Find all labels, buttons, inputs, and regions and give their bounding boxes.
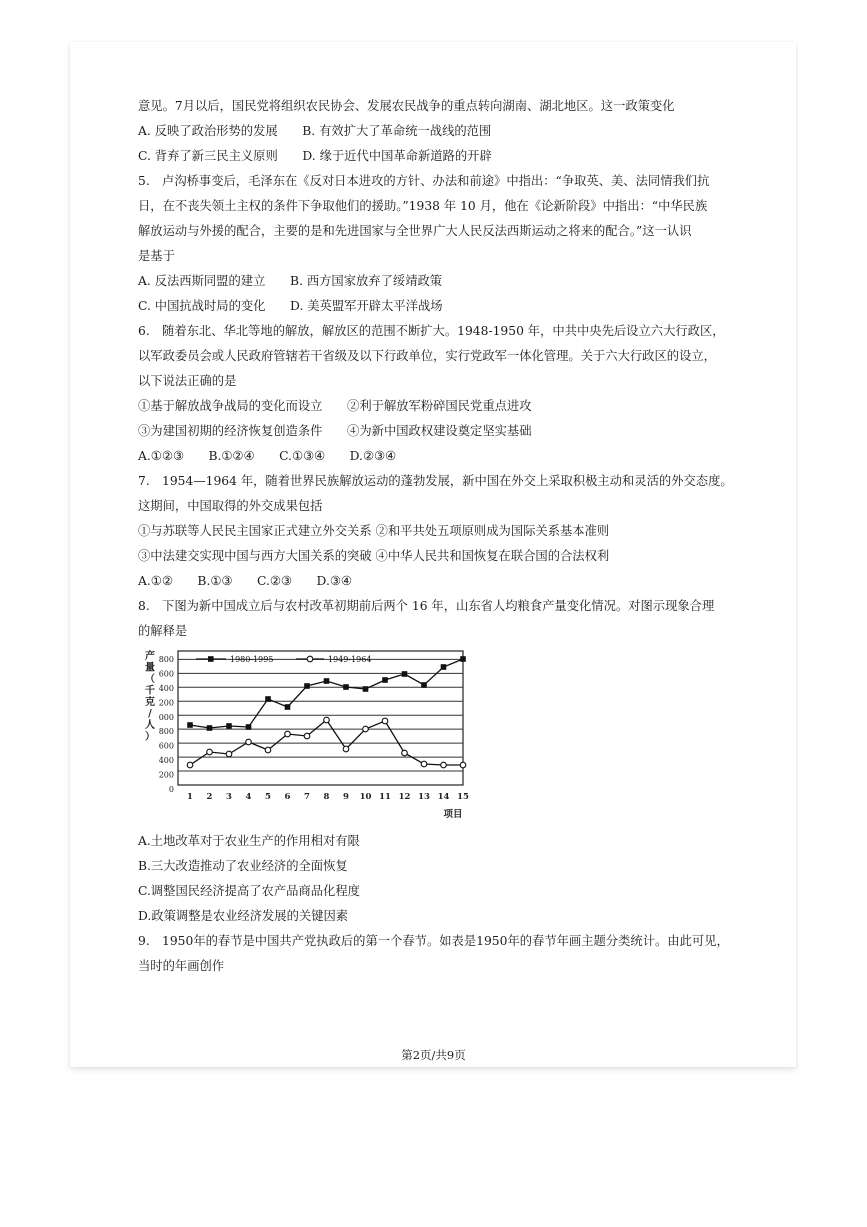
data-point: [460, 762, 466, 768]
x-tick-label: 3: [226, 792, 232, 802]
text-line: A. 反映了政治形势的发展 B. 有效扩大了革命统一战线的范围: [138, 124, 492, 138]
y-axis-label: 人: [145, 720, 155, 731]
legend-label: 1949-1964: [328, 655, 372, 664]
text-line: ③为建国初期的经济恢复创造条件 ④为新中国政权建设奠定坚实基础: [138, 424, 532, 438]
data-point: [207, 725, 213, 731]
data-point: [421, 761, 427, 767]
data-point: [460, 656, 466, 662]
text-line: ③中法建交实现中国与西方大国关系的突破 ④中华人民共和国恢复在联合国的合法权利: [138, 549, 610, 563]
legend-marker: [307, 656, 313, 662]
data-point: [226, 751, 232, 757]
data-point: [207, 749, 213, 755]
text-line: C. 中国抗战时局的变化 D. 美英盟军开辟太平洋战场: [138, 299, 443, 313]
y-tick-label: 400: [158, 683, 174, 693]
x-tick-label: 10: [359, 792, 372, 802]
data-point: [324, 678, 330, 684]
page-number: 第2页/共9页: [401, 1048, 466, 1062]
data-point: [363, 726, 369, 732]
x-tick-label: 4: [245, 792, 252, 802]
data-point: [363, 686, 369, 692]
text-line: 是基于: [138, 249, 175, 263]
data-point: [441, 762, 447, 768]
data-point: [402, 671, 408, 677]
x-tick-label: 8: [323, 792, 330, 802]
data-point: [265, 747, 271, 753]
legend-marker: [208, 656, 214, 662]
y-tick-label: 200: [158, 770, 174, 780]
data-point: [304, 683, 310, 689]
data-point: [421, 682, 427, 688]
data-point: [304, 733, 310, 739]
data-point: [343, 684, 349, 690]
text-line: 的解释是: [138, 624, 188, 638]
y-axis-label: 千: [145, 685, 155, 697]
y-tick-label: 600: [158, 669, 174, 679]
text-line: 这期间，中国取得的外交成果包括: [138, 499, 323, 513]
answer-option: A.土地改革对于农业生产的作用相对有限: [138, 834, 360, 848]
answer-option: C.调整国民经济提高了农产品商品化程度: [138, 884, 360, 898]
x-tick-label: 13: [418, 792, 430, 802]
y-tick-label: 200: [158, 698, 174, 708]
chart-svg: [138, 645, 478, 825]
x-tick-label: 14: [437, 792, 450, 802]
data-point: [343, 746, 349, 752]
data-point: [285, 731, 291, 737]
text-line: C. 背弃了新三民主义原则 D. 缘于近代中国革命新道路的开辟: [138, 149, 492, 163]
text-line: 6. 随着东北、华北等地的解放，解放区的范围不断扩大。1948-1950 年，中共中央先后设立六大行政区，: [138, 324, 725, 338]
y-tick-label: 800: [158, 655, 174, 664]
answer-option: D.政策调整是农业经济发展的关键因素: [138, 909, 349, 923]
y-tick-label: 400: [158, 756, 174, 766]
grain-output-chart: [138, 645, 478, 829]
y-tick-label: 000: [158, 712, 174, 722]
y-tick-label: 800: [158, 727, 174, 737]
text-line: 9. 1950年的春节是中国共产党执政后的第一个春节。如表是1950年的春节年画主题分类统计。由此可见，: [138, 934, 729, 948]
text-line: A.①②③ B.①②④ C.①③④ D.②③④: [138, 449, 397, 463]
data-point: [226, 723, 232, 729]
data-point: [265, 696, 271, 702]
data-point: [285, 704, 291, 710]
data-point: [187, 722, 193, 728]
data-point: [246, 739, 252, 745]
x-tick-label: 1: [187, 792, 193, 802]
text-line: 5. 卢沟桥事变后，毛泽东在《反对日本进攻的方针、办法和前途》中指出：“争取英、美、法同情我们抗: [138, 174, 710, 188]
text-line: 以下说法正确的是: [138, 374, 237, 388]
x-tick-label: 15: [457, 792, 469, 802]
y-axis-label: 克: [145, 697, 155, 708]
x-tick-label: 9: [343, 792, 349, 802]
answer-option: B.三大改造推动了农业经济的全面恢复: [138, 859, 348, 873]
y-axis-label: （: [145, 674, 155, 685]
x-tick-label: 6: [284, 792, 291, 802]
text-line: A.①② B.①③ C.②③ D.③④: [138, 574, 352, 588]
data-point: [324, 717, 330, 723]
text-line: ①基于解放战争战局的变化而设立 ②利于解放军粉碎国民党重点进攻: [138, 399, 532, 413]
data-point: [441, 664, 447, 670]
text-line: 8. 下图为新中国成立后与农村改革初期前后两个 16 年，山东省人均粮食产量变化情况。对图示现象合理: [138, 599, 715, 613]
text-line: 解放运动与外援的配合，主要的是和先进国家与全世界广大人民反法西斯运动之将来的配合。”这一认识: [138, 224, 692, 238]
x-tick-label: 5: [265, 792, 271, 802]
data-point: [382, 718, 388, 724]
y-axis-label: ）: [145, 731, 155, 743]
legend-label: 1980-1995: [230, 655, 274, 664]
data-point: [402, 750, 408, 756]
y-tick-label: 0: [168, 785, 174, 794]
x-tick-label: 7: [304, 792, 310, 802]
x-axis-label: 项目: [443, 809, 463, 820]
text-line: 当时的年画创作: [138, 959, 225, 973]
text-line: 以军政委员会或人民政府管辖若干省级及以下行政单位，实行党政军一体化管理。关于六大行政区的设立，: [138, 349, 716, 363]
x-tick-label: 11: [379, 792, 391, 802]
text-line: ①与苏联等人民民主国家正式建立外交关系 ②和平共处五项原则成为国际关系基本准则: [138, 524, 610, 538]
text-line: 意见。7月以后，国民党将组织农民协会、发展农民战争的重点转向湖南、湖北地区。这一政策变化: [138, 99, 675, 113]
text-line: A. 反法西斯同盟的建立 B. 西方国家放弃了绥靖政策: [138, 274, 443, 288]
x-tick-label: 12: [398, 792, 411, 802]
data-point: [187, 762, 193, 768]
y-axis-label: 量: [145, 662, 155, 674]
y-axis-label: /: [148, 708, 152, 720]
text-line: 日，在不丧失领土主权的条件下争取他们的援助。”1938 年 10 月，他在《论新阶段》中指出：“中华民族: [138, 199, 708, 213]
data-point: [246, 724, 252, 730]
plot-frame: [178, 651, 463, 785]
text-line: 7. 1954—1964 年，随着世界民族解放运动的蓬勃发展，新中国在外交上采取积极主动和灵活的外交态度。: [138, 474, 733, 488]
y-tick-label: 600: [158, 741, 174, 751]
y-axis-label: 产: [145, 651, 155, 662]
x-tick-label: 2: [206, 792, 213, 802]
data-point: [382, 677, 388, 683]
